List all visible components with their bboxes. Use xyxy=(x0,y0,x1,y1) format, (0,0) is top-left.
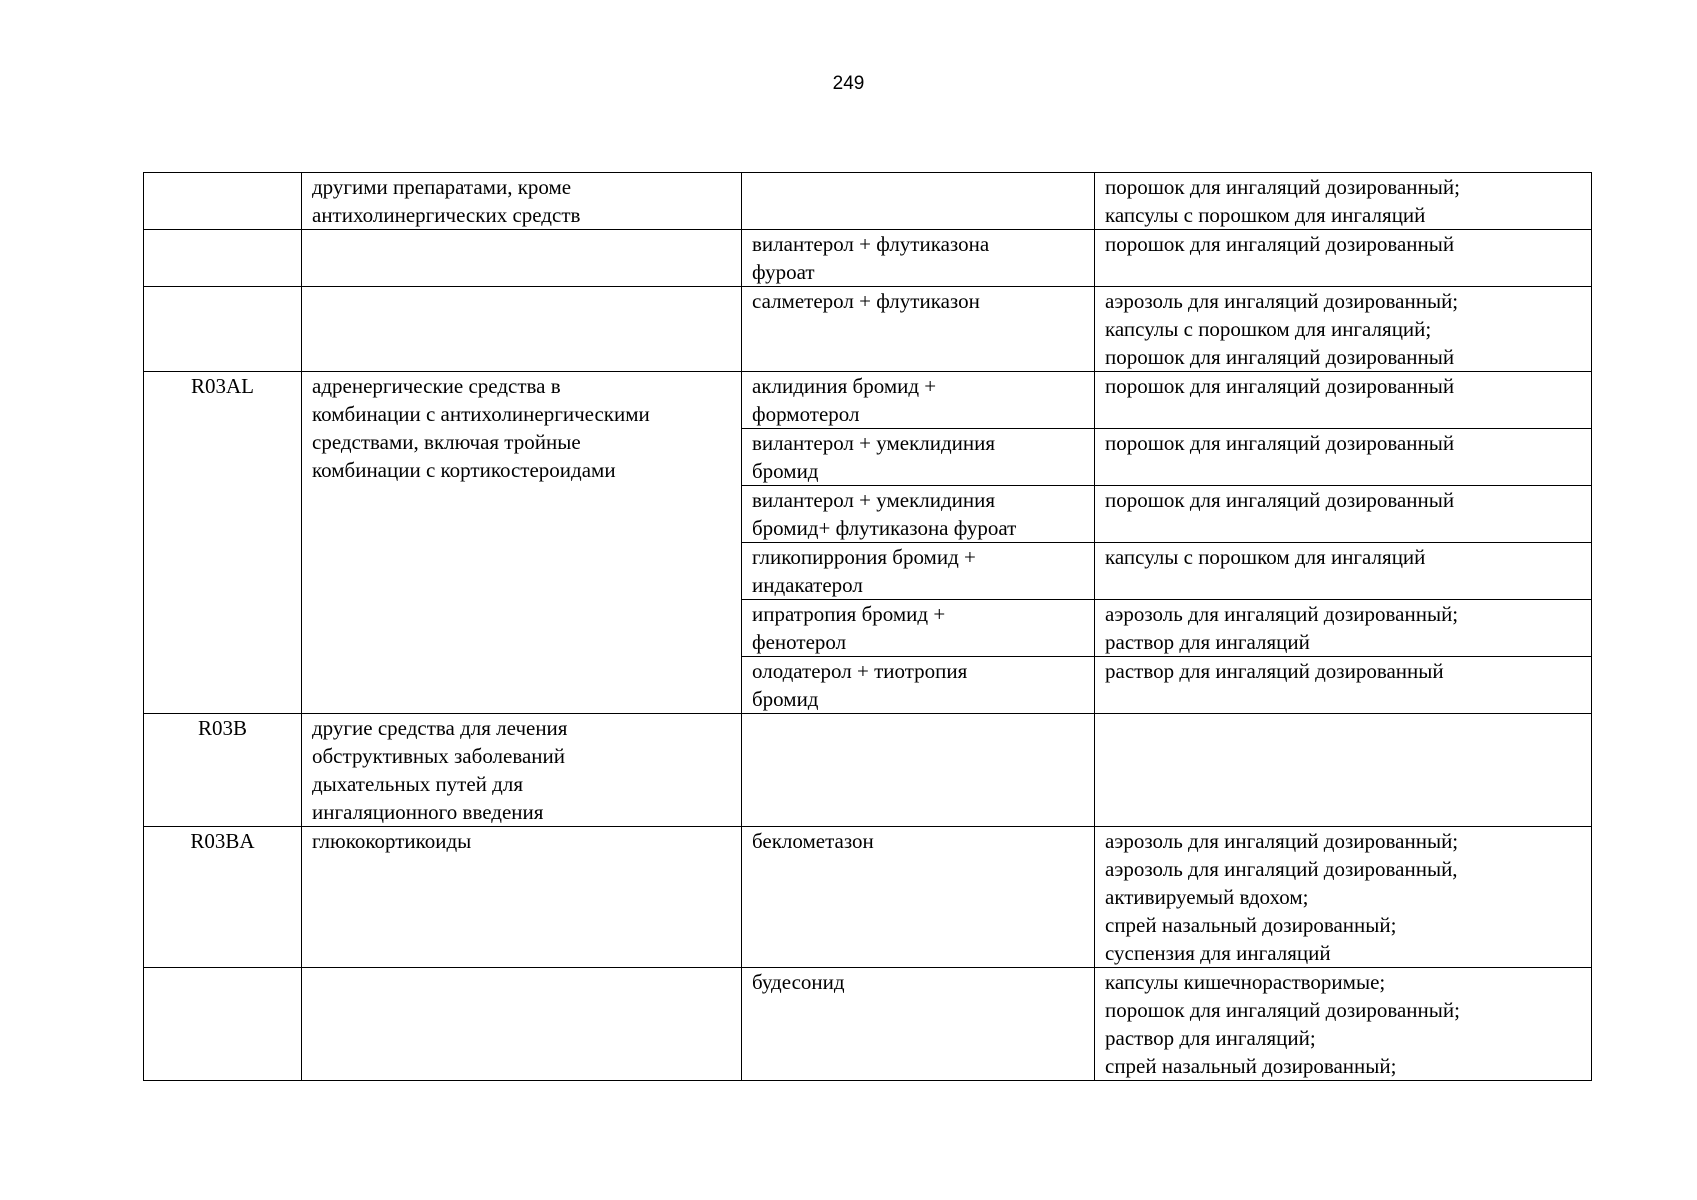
drug-name-line: будесонид xyxy=(752,970,845,994)
dosage-form-line: спрей назальный дозированный; xyxy=(1105,1054,1397,1078)
group-name-line: комбинации с кортикостероидами xyxy=(312,458,616,482)
drug-name-line: вилантерол + умеклидиния xyxy=(752,431,996,455)
group-name-cell xyxy=(302,714,742,827)
dosage-form-cell xyxy=(1095,429,1592,486)
dosage-form-cell xyxy=(1095,714,1592,827)
group-name-line: дыхательных путей для xyxy=(312,772,523,796)
dosage-form-cell xyxy=(1095,657,1592,714)
group-name-line: комбинации с антихолинергическими xyxy=(312,402,650,426)
atc-code-cell xyxy=(144,968,302,1081)
dosage-form-cell xyxy=(1095,287,1592,372)
drug-name-cell xyxy=(742,600,1095,657)
drug-name-cell xyxy=(742,968,1095,1081)
dosage-form-line: раствор для ингаляций xyxy=(1105,630,1310,654)
group-name-cell xyxy=(302,372,742,714)
drug-name-line: индакатерол xyxy=(752,573,863,597)
drug-name-cell xyxy=(742,657,1095,714)
drug-name-line: беклометазон xyxy=(752,829,874,853)
group-name-line: антихолинергических средств xyxy=(312,203,581,227)
drug-name-line: салметерол + флутиказон xyxy=(752,289,980,313)
drug-name-line: вилантерол + умеклидиния xyxy=(752,488,996,512)
group-name-cell xyxy=(302,287,742,372)
atc-code: R03AL xyxy=(191,374,254,398)
dosage-form-line: капсулы с порошком для ингаляций xyxy=(1105,203,1426,227)
atc-code: R03BA xyxy=(190,829,255,853)
atc-code-cell xyxy=(144,372,302,714)
dosage-form-line: активируемый вдохом; xyxy=(1105,885,1309,909)
group-name-line: обструктивных заболеваний xyxy=(312,744,566,768)
dosage-form-line: капсулы с порошком для ингаляций; xyxy=(1105,317,1432,341)
drug-name-line: гликопиррония бромид + xyxy=(752,545,976,569)
drug-name-line: бромид xyxy=(752,687,819,711)
drug-name-cell xyxy=(742,543,1095,600)
dosage-form-line: аэрозоль для ингаляций дозированный, xyxy=(1105,857,1458,881)
dosage-form-line: порошок для ингаляций дозированный xyxy=(1105,431,1455,455)
dosage-form-cell xyxy=(1095,968,1592,1081)
drug-name-cell xyxy=(742,714,1095,827)
group-name-line: глюкокортикоиды xyxy=(312,829,472,853)
dosage-form-line: порошок для ингаляций дозированный xyxy=(1105,345,1455,369)
group-name-line: средствами, включая тройные xyxy=(312,430,581,454)
atc-code: R03B xyxy=(197,716,247,740)
group-name-cell xyxy=(302,173,742,230)
group-name-line: адренергические средства в xyxy=(312,374,561,398)
group-name-line: другими препаратами, кроме xyxy=(312,175,572,199)
dosage-form-line: капсулы кишечнорастворимые; xyxy=(1105,970,1386,994)
drug-name-line: бромид+ флутиказона фуроат xyxy=(752,516,1017,540)
atc-code-cell xyxy=(144,714,302,827)
drug-name-line: вилантерол + флутиказона xyxy=(752,232,990,256)
drug-name-line: фенотерол xyxy=(752,630,847,654)
table-row xyxy=(144,372,1592,429)
atc-code-cell xyxy=(144,230,302,287)
group-name-cell xyxy=(302,827,742,968)
drug-name-cell xyxy=(742,230,1095,287)
dosage-form-line: аэрозоль для ингаляций дозированный; xyxy=(1105,602,1459,626)
table-row xyxy=(144,173,1592,230)
dosage-form-cell xyxy=(1095,827,1592,968)
atc-code-cell xyxy=(144,287,302,372)
dosage-form-line: аэрозоль для ингаляций дозированный; xyxy=(1105,289,1459,313)
drug-name-line: фуроат xyxy=(752,260,815,284)
dosage-form-cell xyxy=(1095,372,1592,429)
drug-name-line: формотерол xyxy=(752,402,860,426)
drug-name-cell xyxy=(742,372,1095,429)
drug-name-line: бромид xyxy=(752,459,819,483)
drug-name-line: олодатерол + тиотропия xyxy=(752,659,968,683)
table-row xyxy=(144,287,1592,372)
dosage-form-line: порошок для ингаляций дозированный xyxy=(1105,488,1455,512)
group-name-cell xyxy=(302,968,742,1081)
page-number: 249 xyxy=(832,73,865,94)
dosage-form-cell xyxy=(1095,230,1592,287)
dosage-form-line: суспензия для ингаляций xyxy=(1105,941,1331,965)
drug-table xyxy=(143,172,1592,1081)
dosage-form-cell xyxy=(1095,600,1592,657)
dosage-form-cell xyxy=(1095,486,1592,543)
group-name-line: ингаляционного введения xyxy=(312,800,544,824)
table-row xyxy=(144,968,1592,1081)
group-name-cell xyxy=(302,230,742,287)
dosage-form-line: капсулы с порошком для ингаляций xyxy=(1105,545,1426,569)
group-name-line: другие средства для лечения xyxy=(312,716,568,740)
drug-name-cell xyxy=(742,287,1095,372)
drug-name-cell xyxy=(742,486,1095,543)
dosage-form-line: раствор для ингаляций; xyxy=(1105,1026,1316,1050)
table-body xyxy=(144,173,1592,1081)
table-row xyxy=(144,230,1592,287)
drug-name-cell xyxy=(742,173,1095,230)
dosage-form-cell xyxy=(1095,543,1592,600)
dosage-form-line: спрей назальный дозированный; xyxy=(1105,913,1397,937)
dosage-form-line: порошок для ингаляций дозированный; xyxy=(1105,998,1460,1022)
dosage-form-line: порошок для ингаляций дозированный xyxy=(1105,232,1455,256)
drug-name-line: ипратропия бромид + xyxy=(752,602,946,626)
atc-code-cell xyxy=(144,827,302,968)
drug-name-cell xyxy=(742,429,1095,486)
table-row xyxy=(144,714,1592,827)
table-row xyxy=(144,827,1592,968)
dosage-form-line: порошок для ингаляций дозированный; xyxy=(1105,175,1460,199)
drug-name-cell xyxy=(742,827,1095,968)
dosage-form-line: аэрозоль для ингаляций дозированный; xyxy=(1105,829,1459,853)
dosage-form-cell xyxy=(1095,173,1592,230)
dosage-form-line: порошок для ингаляций дозированный xyxy=(1105,374,1455,398)
dosage-form-line: раствор для ингаляций дозированный xyxy=(1105,659,1444,683)
drug-name-line: аклидиния бромид + xyxy=(752,374,937,398)
atc-code-cell xyxy=(144,173,302,230)
